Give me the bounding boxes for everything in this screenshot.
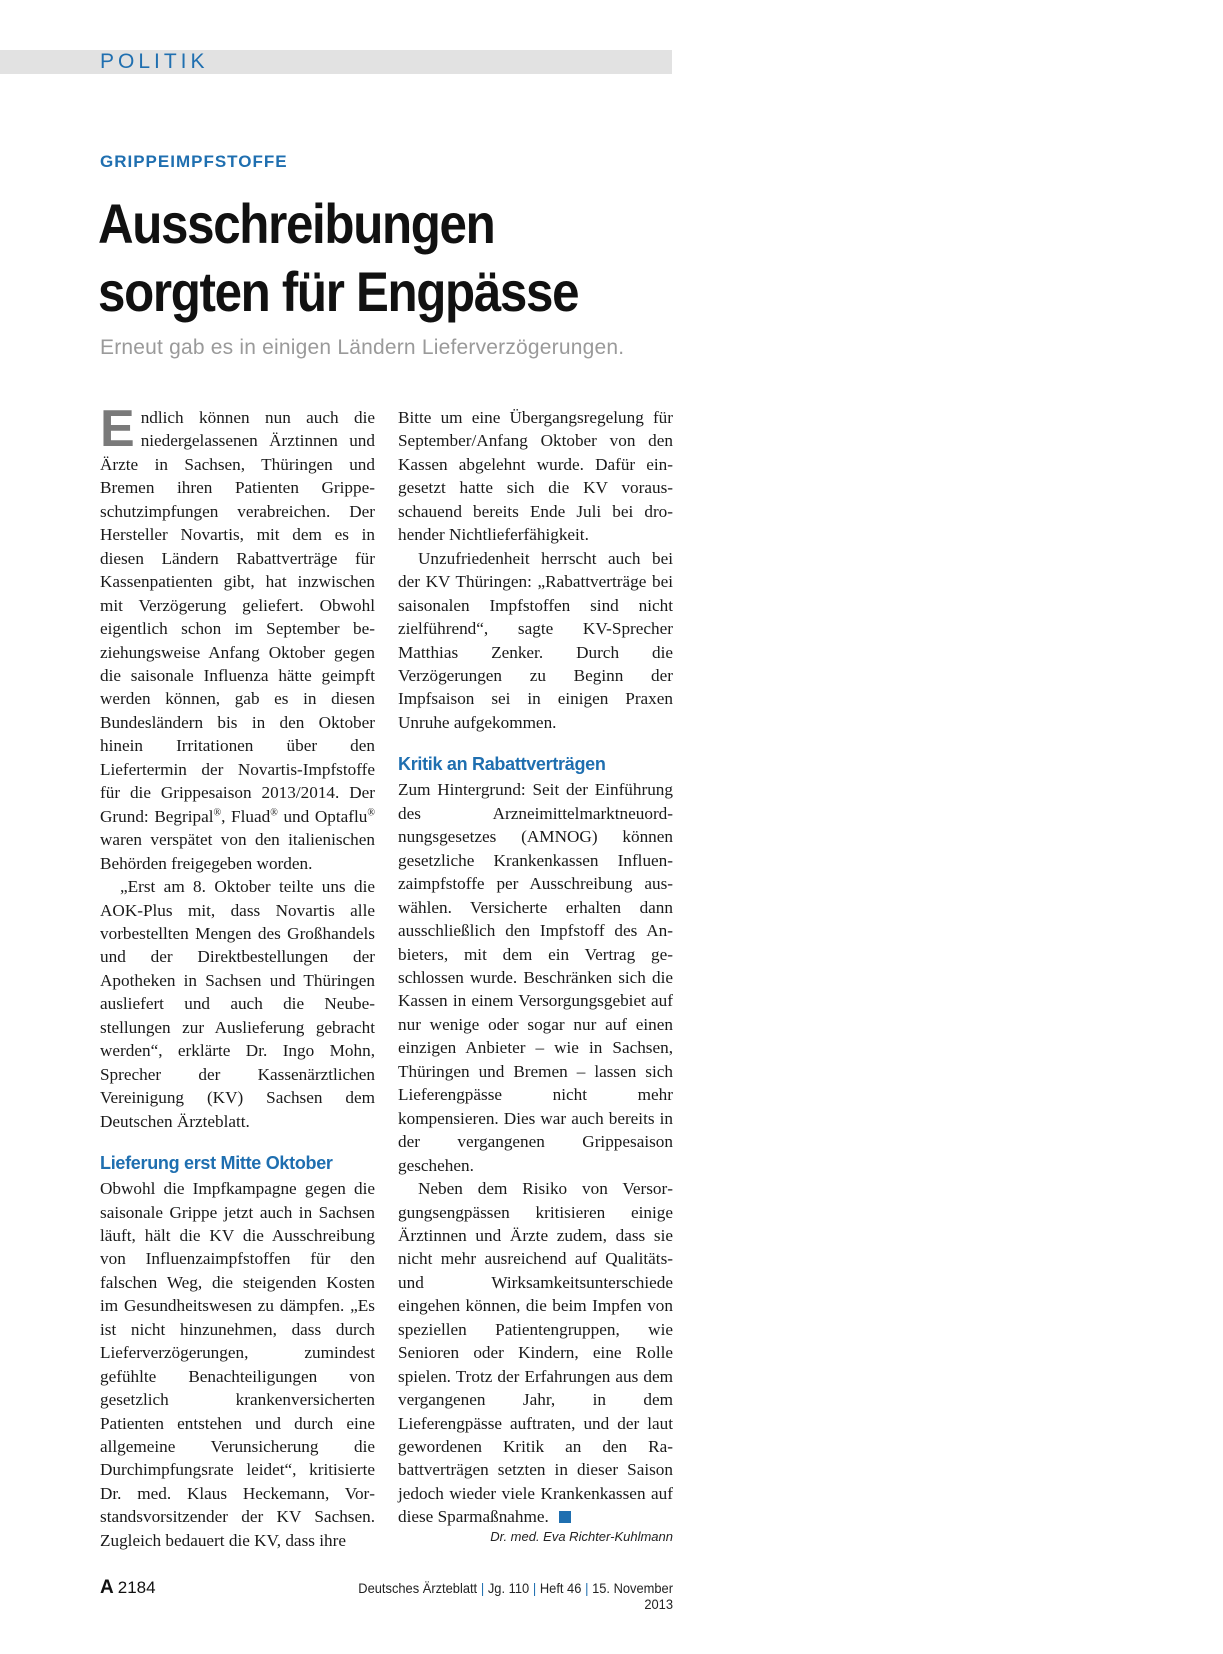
headline-line-1: Ausschreibungen xyxy=(98,192,495,255)
end-mark-icon xyxy=(559,1511,571,1523)
registered-mark: ® xyxy=(270,806,278,818)
page-number xyxy=(100,1577,156,1599)
drop-cap: E xyxy=(100,400,135,458)
paragraph-7-text: Neben dem Risiko von Versorgungsengpässen kritisieren einige Ärztinnen und Ärzte zudem, dass sie nicht mehr ausreichend auf Qualitäts- und Wirksamkeitsunterschiede eingehen können, die beim Impfen von speziellen Patientengruppen, wie Senioren oder Kindern, eine Rolle spielen. Trotz der Erfahrungen aus dem vergangenen Jahr, in dem Lieferengpässe auftraten, und der laut gewordenen Kritik an den Rabattverträgen setzten in dieser Saison jedoch wieder viele Krankenkassen auf diese Sparmaßnahme. xyxy=(398,1179,673,1527)
paragraph-4: Bitte um eine Übergangsregelung für September/Anfang Oktober von den Kassen abgelehnt wurde. Dafür eingesetzt hatte sich die KV vorausschauend bereits Ende Juli bei drohender Nichtlieferfähigkeit. xyxy=(398,408,673,545)
footer-publication-info xyxy=(355,1580,673,1612)
paragraph-3: Obwohl die Impfkampagne gegen die saisonale Grippe jetzt auch in Sachsen läuft, hält die KV die Ausschreibung von Influenzaimpfstoffen für den falschen Weg, die steigenden Kosten im Gesundheitswesen zu dämpfen. „Es ist nicht hinzunehmen, dass durch Lieferverzögerungen, zumindest gefühlte Benachteiligungen von gesetzlich krankenversicherten Patienten entstehen und durch eine allgemeine Verunsicherung die Durchimpfungsrate leidet“, kritisierte Dr. med. Klaus Heckemann, Vorstandsvorsitzender der KV Sachsen. Zugleich bedauert die KV, dass ihre xyxy=(100,1179,375,1550)
subheading-2: Kritik an Rabattverträgen xyxy=(398,754,606,775)
journal-volume: Jg. 110 xyxy=(487,1580,530,1596)
byline: Dr. med. Eva Richter-Kuhlmann xyxy=(490,1529,673,1544)
paragraph-1-text-b: , Fluad xyxy=(221,806,271,826)
paragraph-1-text: ndlich können nun auch die niedergelassenen Ärztinnen und Ärzte in Sachsen, Thüringen und Bremen ihren Patienten Grippeschutzimpfungen verabreichen. Der Hersteller Novartis, mit dem es in diesen Ländern Rabattverträge für Kassenpatienten gibt, hat inzwischen mit Verzögerung geliefert. Obwohl eigentlich schon im September beziehungsweise Anfang Oktober gegen die saisonale Influenza hätte geimpft werden können, gab es in diesen Bundesländern bis in den Oktober hinein Irritationen über den Liefertermin der Novartis-Impfstoffe für die Grippesaison 2013/2014. Der Grund: Begripal xyxy=(100,408,375,826)
registered-mark: ® xyxy=(213,806,222,818)
journal-name: Deutsches Ärzteblatt xyxy=(358,1580,478,1596)
page-prefix: A xyxy=(100,1577,114,1598)
page-number-value: 2184 xyxy=(117,1578,156,1597)
paragraph-1 xyxy=(100,400,375,875)
headline-line-2: sorgten für Engpässe xyxy=(98,260,579,323)
footer-separator: | xyxy=(585,1580,589,1596)
section-label: POLITIK xyxy=(100,50,209,73)
paragraph-1-text-d: waren verspätet von den italienischen Behörden freigegeben worden. xyxy=(100,830,375,873)
journal-issue: Heft 46 xyxy=(539,1580,582,1596)
kicker: GRIPPEIMPFSTOFFE xyxy=(100,152,288,171)
paragraph-5: Unzufriedenheit herrscht auch bei der KV Thüringen: „Rabattverträge bei saisonalen Impfstoffen sind nicht zielführend“, sagte KV-Sprecher Matthias Zenker. Durch die Verzögerungen zu Beginn der Impfsaison sei in einigen Praxen Unruhe aufgekommen. xyxy=(398,548,673,732)
paragraph-1-text-c: und Optaflu xyxy=(277,806,368,826)
footer-separator: | xyxy=(532,1580,537,1596)
paragraph-2: „Erst am 8. Oktober teilte uns die AOK-Plus mit, dass Novartis alle vorbestellten Mengen des Großhandels und der Direktbestellungen der Apotheken in Sachsen und Thüringen ausliefert und auch die Neubestellungen zur Auslieferung gebracht werden“, erklärte Dr. Ingo Mohn, Sprecher der Kassenärztlichen Vereinigung (KV) Sachsen dem Deutschen Ärzteblatt. xyxy=(100,877,375,1131)
standfirst: Erneut gab es in einigen Ländern Lieferverzögerungen. xyxy=(100,336,625,359)
subheading-1: Lieferung erst Mitte Oktober xyxy=(100,1153,333,1174)
article-column-right xyxy=(398,406,673,1529)
publication-date: 15. November 2013 xyxy=(592,1580,673,1612)
headline xyxy=(98,190,626,326)
paragraph-7 xyxy=(398,1177,673,1529)
footer-separator: | xyxy=(480,1580,485,1596)
registered-mark: ® xyxy=(367,806,375,818)
paragraph-6: Zum Hintergrund: Seit der Einführung des Arzneimittelmarktneuordnungsgesetzes (AMNOG) können gesetzliche Krankenkassen Influenzaimpfstoffe per Ausschreibung auswählen. Versicherte erhalten dann ausschließlich den Impfstoff des Anbieters, mit dem ein Vertrag geschlossen wurde. Beschränken sich die Kassen in einem Versorgungsgebiet auf nur wenige oder sogar nur auf einen einzigen Anbieter – wie in Sachsen, Thüringen und Bremen – lassen sich Lieferengpässe nicht mehr kompensieren. Dies war auch bereits in der vergangenen Grippesaison geschehen. xyxy=(398,780,673,1175)
article-column-left xyxy=(100,400,375,1552)
